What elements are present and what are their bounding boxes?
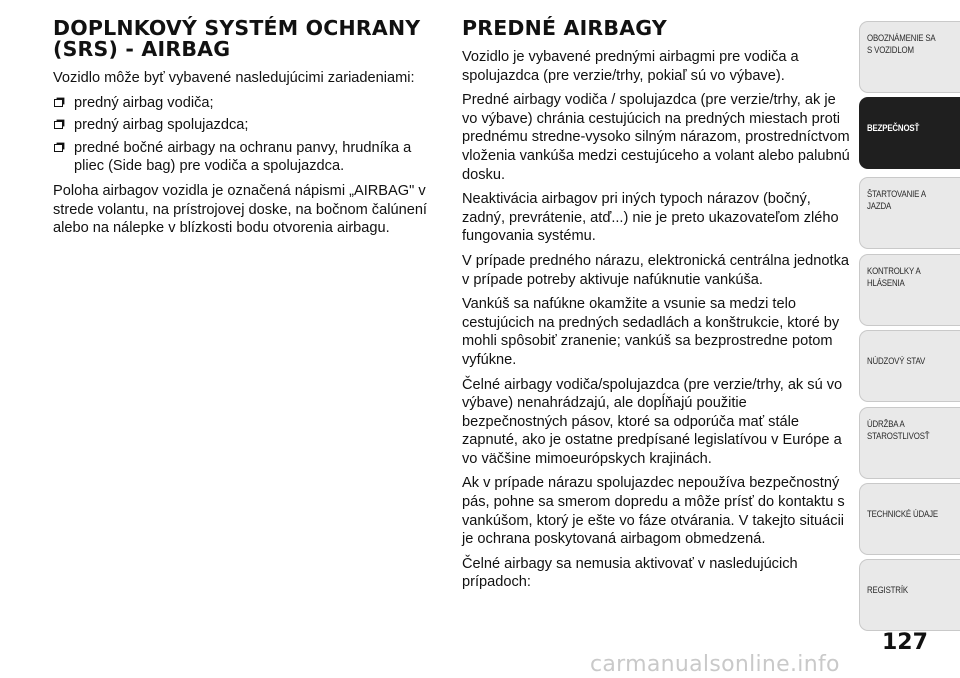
page-number: 127 xyxy=(882,630,928,655)
airbag-list xyxy=(53,94,441,176)
paragraph: Predné airbagy vodiča / spolujazdca (pre verzie/trhy, ak je vo výbave) chránia cestujúcich na predných miestach proti prednému stredne-vysoko silným nárazom, prostredníctvom vloženia vankúša medzi cestujúceho a volant alebo palubnú dosku. xyxy=(462,92,850,183)
paragraph: Neaktivácia airbagov pri iných typoch nárazov (bočný, zadný, prevrátenie, atď...) nie je preto ukazovateľom zlého fungovania systému. xyxy=(462,191,839,245)
tab-oboznamenie[interactable]: OBOZNÁMENIE SA S VOZIDLOM xyxy=(859,21,960,93)
checkbox-bullet-icon xyxy=(54,121,63,129)
checkbox-bullet-icon xyxy=(54,99,63,107)
checkbox-bullet-icon xyxy=(54,144,63,152)
paragraph: Vankúš sa nafúkne okamžite a vsunie sa medzi telo cestujúcich na predných sedadlách a konštrukcie, ktoré by mohli spôsobiť zranenie; vankúš sa bezprostredne potom vyfúkne. xyxy=(462,296,840,368)
section-heading-srs: DOPLNKOVÝ SYSTÉM OCHRANY (SRS) - AIRBAG xyxy=(53,16,421,61)
section-heading-front-airbags: PREDNÉ AIRBAGY xyxy=(462,16,667,40)
paragraph: Čelné airbagy sa nemusia aktivovať v nasledujúcich prípadoch: xyxy=(462,555,798,591)
list-item: predný airbag spolujazdca; xyxy=(53,116,441,135)
tab-kontrolky[interactable]: KONTROLKY A HLÁSENIA xyxy=(859,254,960,326)
left-column xyxy=(53,18,441,244)
paragraph: Vozidlo je vybavené prednými airbagmi pre vodiča a spolujazdca (pre verzie/trhy, pokiaľ sú vo výbave). xyxy=(462,49,799,84)
tab-technicke-udaje[interactable]: TECHNICKÉ ÚDAJE xyxy=(859,483,960,555)
tab-bezpecnost[interactable]: BEZPEČNOSŤ xyxy=(859,97,960,169)
tab-startovanie[interactable]: ŠTARTOVANIE A JAZDA xyxy=(859,177,960,249)
airbag-location-text: Poloha airbagov vozidla je označená nápismi „AIRBAG" v strede volantu, na prístrojovej doske, na bočnom čalúnení alebo na nálepke v blízkosti bodu otvorenia airbagu. xyxy=(53,182,427,237)
list-item: predný airbag vodiča; xyxy=(53,94,441,113)
paragraph: Ak v prípade nárazu spolujazdec nepoužíva bezpečnostný pás, pohne sa smerom dopredu a môže prísť do kontaktu s vankúšom, ktorý je ešte vo fáze otvárania. V takejto situácii je ochrana poskytovaná airbagom obmedzená. xyxy=(462,475,845,548)
right-column xyxy=(462,18,854,598)
tab-udrzba[interactable]: ÚDRŽBA A STAROSTLIVOSŤ xyxy=(859,407,960,479)
paragraph: Čelné airbagy vodiča/spolujazdca (pre verzie/trhy, ak sú vo výbave) nenahrádzajú, ale dopĺňajú použitie bezpečnostných pásov, ktoré sa odporúča mať stále zapnuté, ako je ostatne predpísané legislatívou v Európe a vo väčšine mimoeurópskych krajinách. xyxy=(462,376,843,467)
paragraph: V prípade predného nárazu, elektronická centrálna jednotka v prípade potreby aktivuje nafúknutie vankúša. xyxy=(462,252,849,288)
watermark: carmanualsonline.info xyxy=(590,652,840,677)
list-item: predné bočné airbagy na ochranu panvy, hrudníka a pliec (Side bag) pre vodiča a spolujazdca. xyxy=(53,139,441,176)
tab-registrik[interactable]: REGISTRÍK xyxy=(859,559,960,631)
tab-nudzovy-stav[interactable]: NÚDZOVÝ STAV xyxy=(859,330,960,402)
intro-text: Vozidlo môže byť vybavené nasledujúcimi zariadeniami: xyxy=(53,70,415,86)
